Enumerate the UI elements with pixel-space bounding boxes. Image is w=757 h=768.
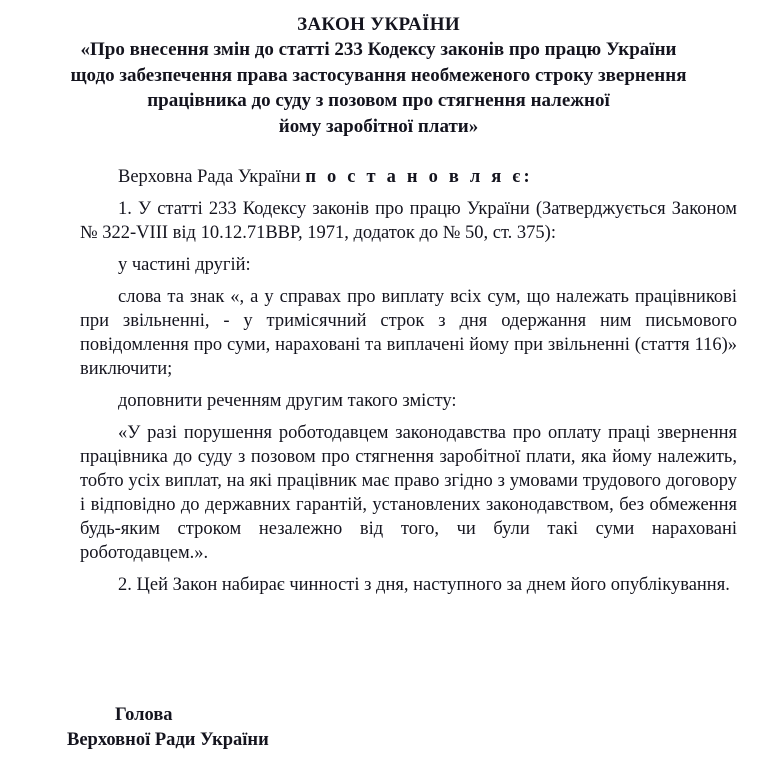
document-subtitle [0,37,757,139]
document-body [0,165,757,597]
preamble-emphasis: п о с т а н о в л я є: [305,167,533,187]
paragraph-2: у частині другій: [118,255,251,275]
paragraph-6: 2. Цей Закон набирає чинності з дня, наступного за днем його опублікування. [118,575,730,595]
paragraph-5: «У разі порушення роботодавцем законодавства про оплату праці звернення працівника до суду з позовом про стягнення заробітної плати, яка йому належить, тобто усіх виплат, на які працівник має право згідно з умовами трудового договору і відповідно до державних гарантій, установлених законодавством, без обмеження будь-яким строком незалежно від того, чи були такі суми нараховані роботодавцем.». [80,423,737,563]
signature-organization: Верховної Ради України [67,730,269,750]
paragraph-4: доповнити реченням другим такого змісту: [118,391,457,411]
preamble-text: Верховна Рада України [118,167,306,187]
subtitle-line-2: щодо забезпечення права застосування необмеженого строку звернення [70,64,687,86]
title-block [0,0,757,139]
signature-block [67,703,269,753]
paragraph-3: слова та знак «, а у справах про виплату всіх сум, що належать працівникові при звільненні, - у тримісячний строк з дня одержання ним письмового повідомлення про суми, нараховані та виплачені йому при звільненні (стаття 116)» виключити; [80,287,737,379]
preamble-paragraph [80,165,737,189]
subtitle-line-1: «Про внесення змін до статті 233 Кодексу законів про працю України [80,39,677,60]
paragraph-1: 1. У статті 233 Кодексу законів про працю України (Затверджується Законом № 322-VIII від 10.12.71ВВР, 1971, додаток до № 50, ст. 375): [80,199,737,243]
signature-role: Голова [115,705,173,725]
subtitle-line-3: працівника до суду з позовом про стягнення належної [147,90,610,111]
subtitle-line-4: йому заробітної плати» [278,115,479,137]
document-title: ЗАКОН УКРАЇНИ [297,14,460,35]
